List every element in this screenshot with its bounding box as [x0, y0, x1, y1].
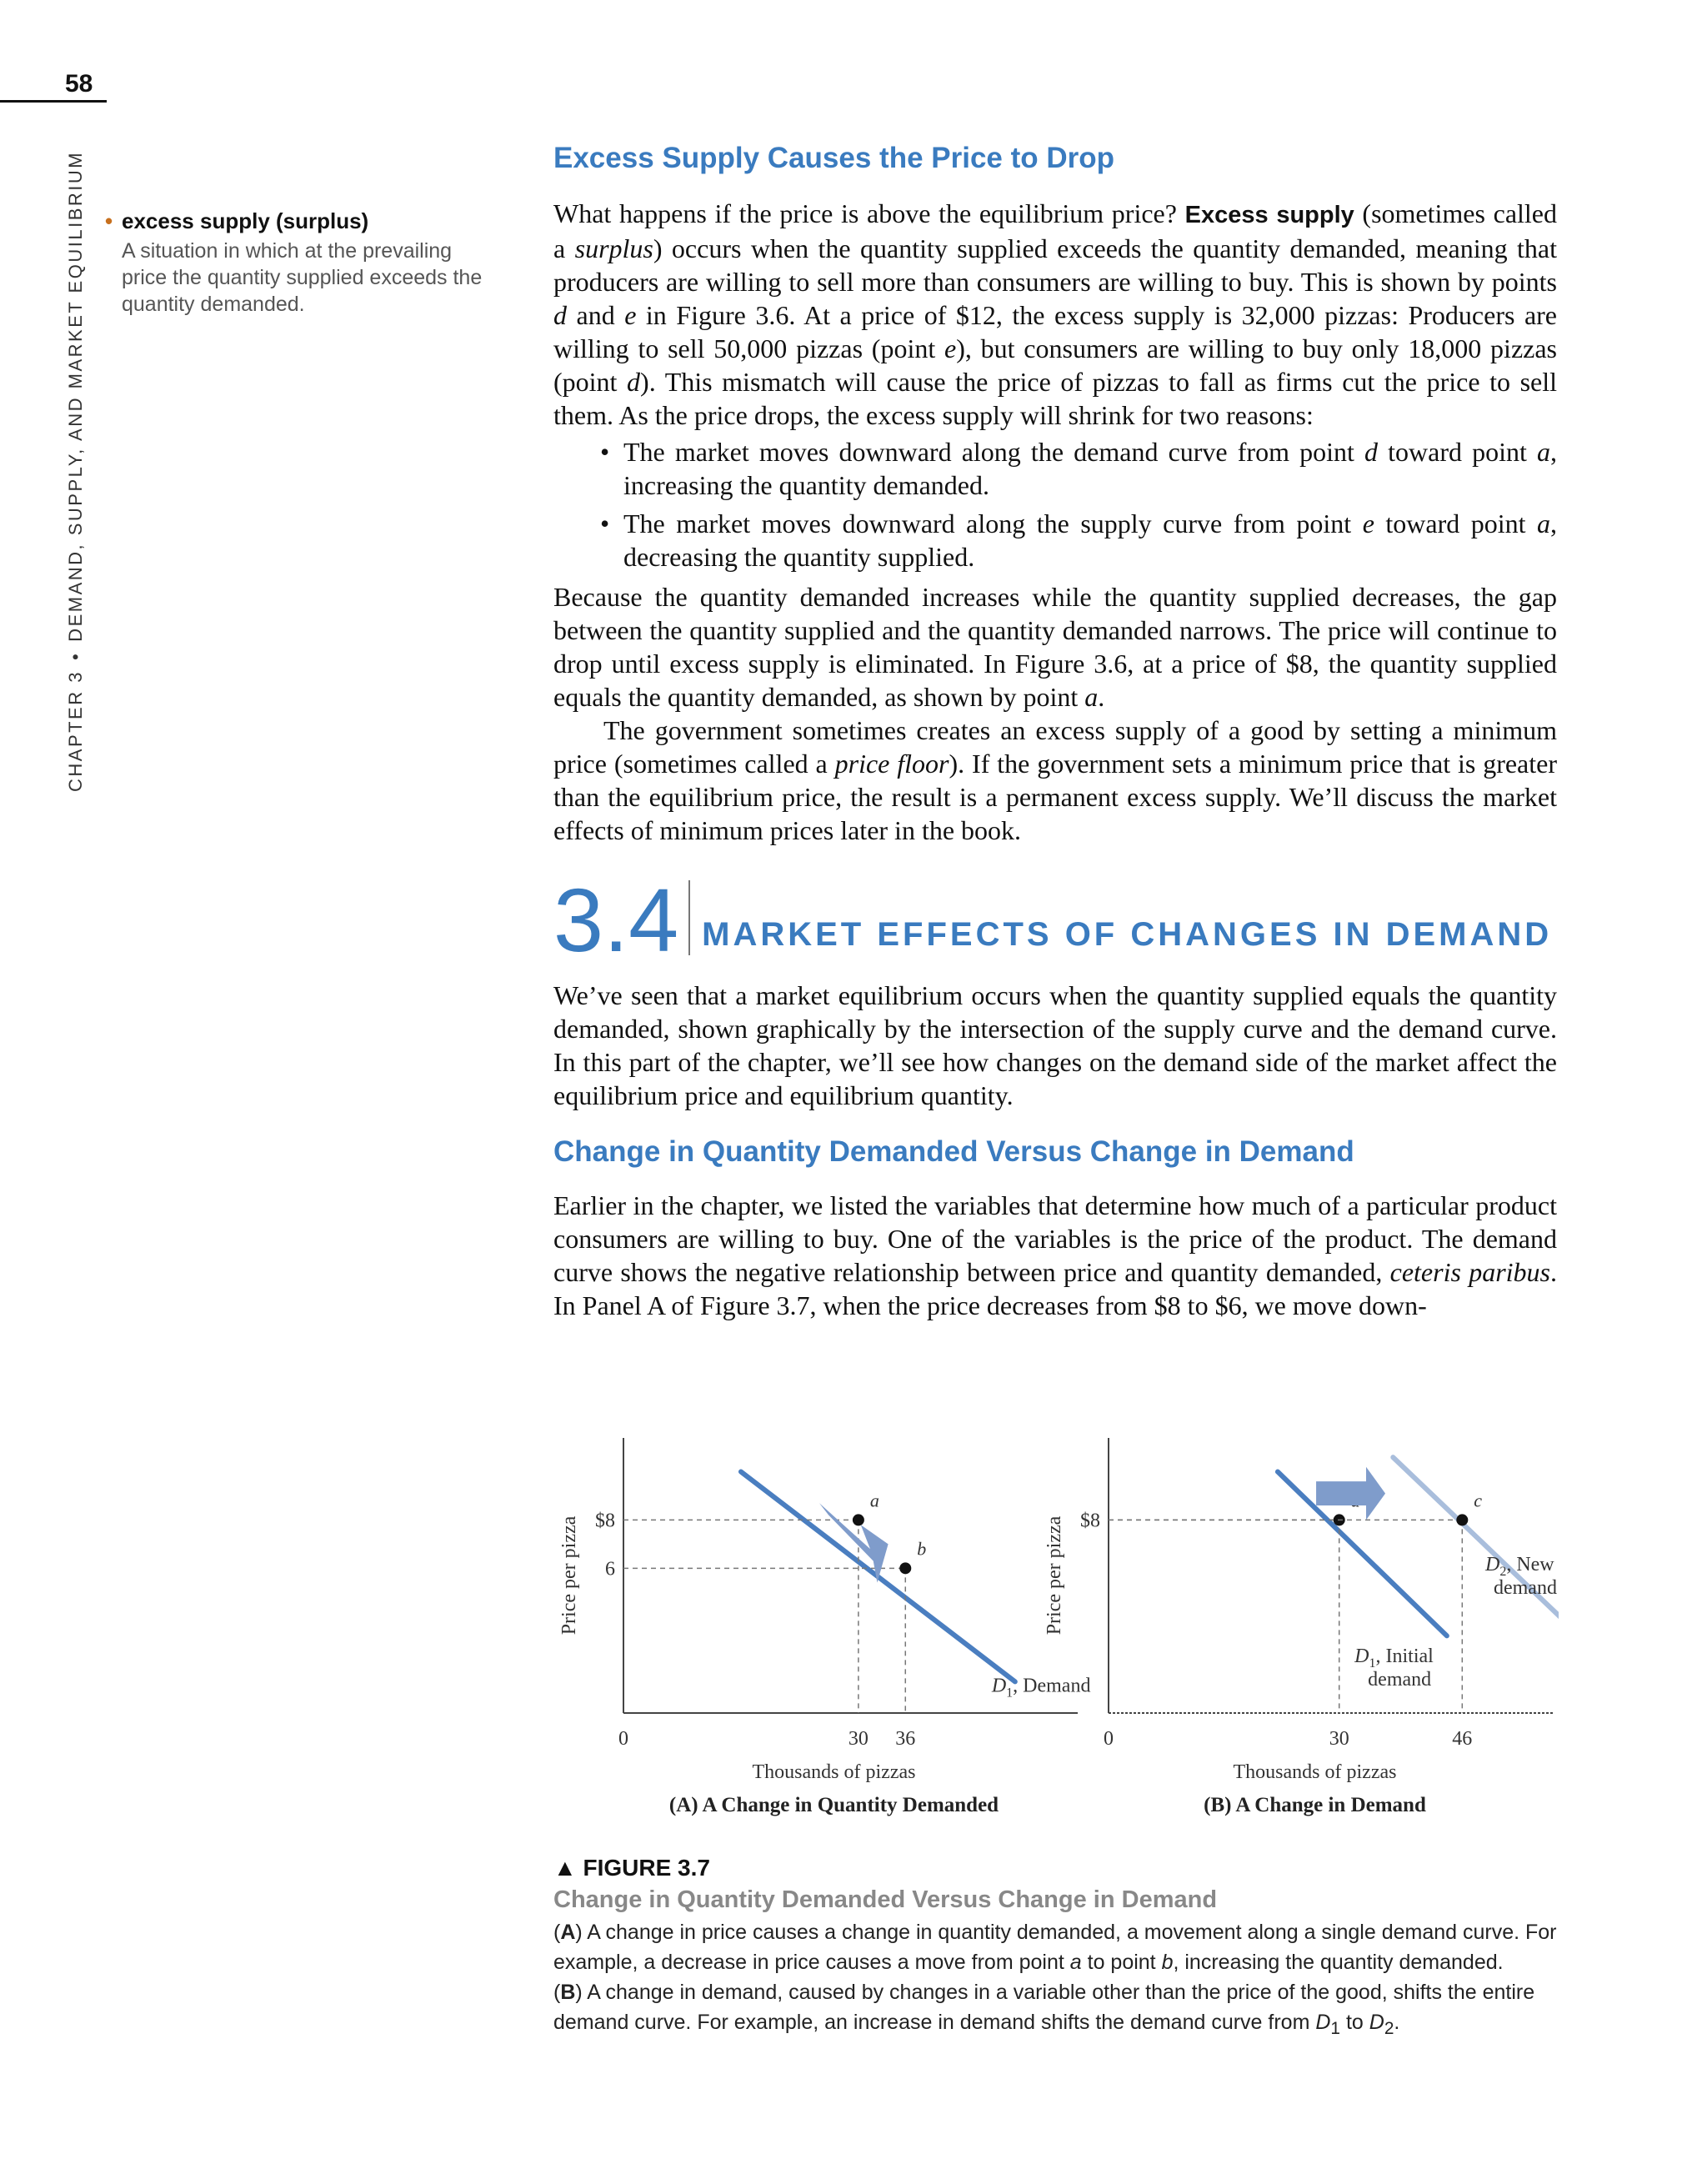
section-heading	[553, 869, 1557, 970]
excess-supply-paragraph-1: What happens if the price is above the equilibrium price? Excess supply (sometimes called a surplus) occurs when the quantity supplied exceeds the quantity demanded, meaning that producers are willing to sell more than consumers are willing to buy. This is shown by points d and e in Figure 3.6. At a price of $12, the excess supply is 32,000 pizzas: Producers are willing to sell 50,000 pizzas (point e), but consumers are willing to buy only 18,000 pizzas (point d). This mismatch will cause the price of pizzas to fall as firms cut the price to sell them. As the price drops, the excess supply will shrink for two reasons:	[553, 198, 1558, 430]
panel-b-x-tick-2: 46	[1452, 1728, 1473, 1750]
glossary-term-text: excess supply (surplus)	[122, 208, 369, 233]
page-number-rule	[0, 100, 107, 103]
panel-b-title: (B) A Change in Demand	[1204, 1794, 1426, 1816]
glossary-definition: A situation in which at the prevailing price the quantity supplied exceeds the quantity demanded.	[122, 239, 483, 316]
excess-supply-paragraph-2: Because the quantity demanded increases while the quantity supplied decreases, the gap between the quantity supplied and the quantity demanded narrows. The price will continue to drop until excess supply is eliminated. In Figure 3.6, at a price of $8, the quantity supplied equals the quantity demanded, as shown by point a.	[553, 582, 1557, 712]
panel-b-x-tick-0: 0	[1104, 1728, 1114, 1750]
excess-supply-paragraph-3: The government sometimes creates an excess supply of a good by setting a minimum price (sometimes called a price floor). If the government sets a minimum price that is greater than the equilibrium price, the result is a permanent excess supply. We’ll discuss the market effects of minimum prices later in the book.	[553, 715, 1558, 845]
running-head-separator: •	[65, 651, 86, 661]
panel-a-point-label-a: a	[869, 1490, 879, 1511]
list-item: • The market moves downward along the supply curve from point e toward point a, decreasing the quantity supplied.	[600, 508, 1558, 572]
panel-a-y-tick-1: 6	[605, 1558, 615, 1580]
panel-a-x-axis-label: Thousands of pizzas	[752, 1761, 916, 1783]
panel-b-x-tick-1: 30	[1329, 1728, 1349, 1750]
page-number: 58	[65, 70, 93, 98]
figure-3-7-chart	[550, 1409, 1559, 1842]
figure-body: (A) A change in price causes a change in quantity demanded, a movement along a single demand curve. For example, a decrease in price causes a move from point a to point b, increasing the quantity demanded. (B) A change in demand, caused by changes in a variable other than the price of the good, shifts the entire demand curve. For example, an increase in demand shifts the demand curve from $D_1$ to $D_2$.	[553, 1921, 1557, 2038]
panel-a-movement-arrow-icon	[819, 1503, 889, 1583]
subsection-heading: Change in Quantity Demanded Versus Change in Demand	[553, 1135, 1354, 1168]
figure-caption	[553, 1855, 1562, 2044]
list-item: • The market moves downward along the demand curve from point d toward point a, increasing the quantity demanded.	[600, 437, 1558, 500]
figure-title: Change in Quantity Demanded Versus Change in Demand	[553, 1886, 1218, 1913]
panel-a-x-tick-2: 36	[895, 1728, 916, 1750]
panel-b-curve-label-2: $D_2$, New	[1484, 1554, 1554, 1580]
section-intro-paragraph: We’ve seen that a market equilibrium occurs when the quantity supplied equals the quantity demanded, shown graphically by the intersection of the supply curve and the demand curve. In this part of the chapter, we’ll see how changes on the demand side of the market affect the equilibrium price and equilibrium quantity.	[553, 980, 1557, 1110]
glossary-term	[105, 208, 500, 234]
excess-supply-heading: Excess Supply Causes the Price to Drop	[553, 142, 1115, 174]
bullet-icon: •	[600, 508, 610, 538]
panel-a-point-a	[853, 1514, 864, 1525]
figure-3-7	[550, 1409, 1559, 1842]
key-term-excess-supply: Excess supply	[1184, 202, 1354, 228]
panel-a-point-b	[899, 1562, 911, 1574]
panel-b-y-axis-label: Price per pizza	[1044, 1515, 1065, 1635]
section-divider	[688, 880, 690, 955]
section-number: 3.4	[553, 869, 679, 970]
panel-b-shift-arrow-icon	[1316, 1467, 1385, 1520]
subsection-paragraph: Earlier in the chapter, we listed the variables that determine how much of a particular product consumers are willing to buy. One of the variables is the price of the product. The demand curve shows the negative relationship between price and quantity demanded, ceteris paribus. In Panel A of Figure 3.7, when the price decreases from $8 to $6, we move down-	[553, 1190, 1558, 1320]
running-head	[65, 151, 87, 792]
panel-a-x-tick-0: 0	[618, 1728, 628, 1750]
panel-a-point-label-b: b	[917, 1538, 927, 1560]
panel-a-curve-label-1: $D_1$, Demand	[991, 1675, 1091, 1701]
panel-a-y-tick-0: $8	[595, 1510, 615, 1532]
panel-a-y-axis-label: Price per pizza	[558, 1515, 580, 1635]
panel-b-demand-curve-2	[1393, 1457, 1559, 1626]
section-title: MARKET EFFECTS OF CHANGES IN DEMAND	[702, 916, 1553, 953]
panel-b-point-c	[1456, 1514, 1468, 1525]
running-head-title: DEMAND, SUPPLY, AND MARKET EQUILIBRIUM	[65, 150, 86, 642]
running-head-chapter: CHAPTER 3	[65, 670, 86, 792]
glossary-bullet-icon: •	[105, 208, 113, 233]
panel-b-curve-label-1: $D_1$, Initial	[1354, 1646, 1434, 1671]
panel-a-x-tick-1: 30	[848, 1728, 869, 1750]
excess-supply-reasons-list	[553, 435, 1557, 574]
figure-marker-icon: ▲	[553, 1855, 577, 1881]
panel-b-curve-label-1-line2: demand	[1368, 1669, 1432, 1691]
panel-b-y-tick-0: $8	[1080, 1510, 1100, 1532]
glossary-margin-note	[105, 208, 500, 318]
panel-b-x-axis-label: Thousands of pizzas	[1233, 1761, 1397, 1783]
main-column	[553, 142, 1557, 1322]
panel-b-point-label-c: c	[1474, 1490, 1483, 1511]
panel-a-title: (A) A Change in Quantity Demanded	[668, 1794, 999, 1816]
figure-label: ▲ FIGURE 3.7	[553, 1855, 710, 1881]
panel-b-curve-label-2-line2: demand	[1493, 1577, 1557, 1600]
bullet-icon: •	[600, 437, 610, 467]
